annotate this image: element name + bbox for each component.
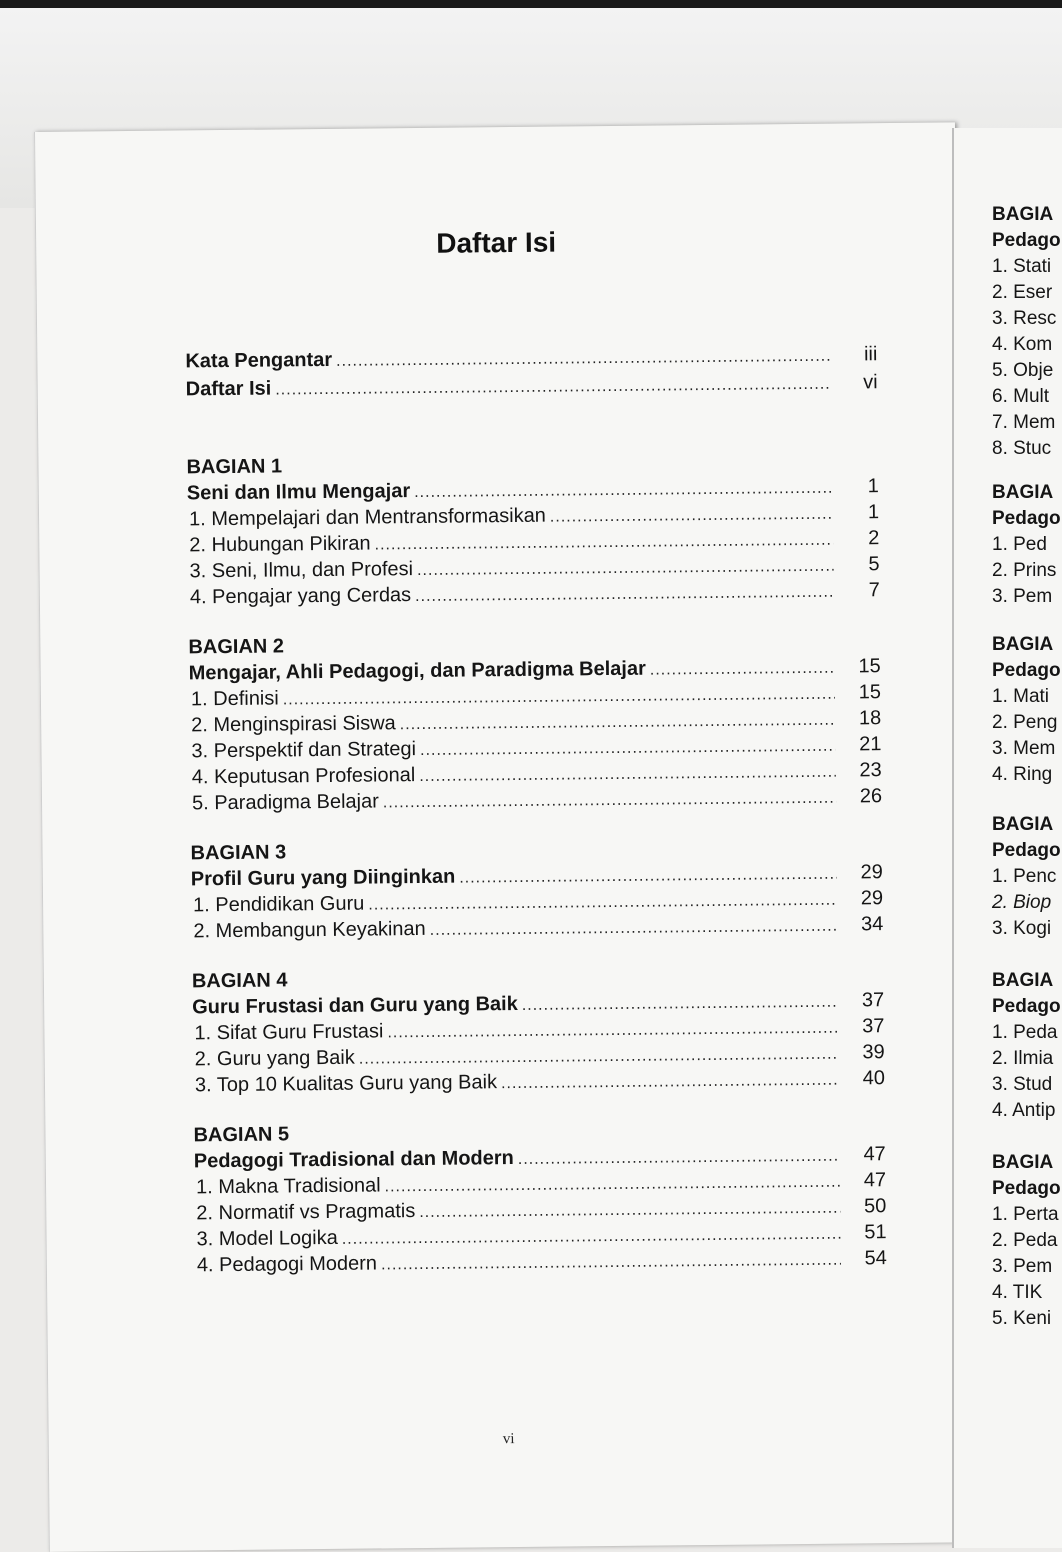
- fragment-text: 2. Peda: [992, 1230, 1058, 1251]
- fragment-text: Pedago: [992, 230, 1061, 251]
- fragment-text: Pedago: [992, 996, 1061, 1017]
- toc-item-label: 1. Sifat Guru Frustasi: [194, 1020, 384, 1045]
- leader-dots: [459, 866, 837, 888]
- leader-dots: [415, 584, 834, 606]
- leader-dots: [342, 1226, 841, 1249]
- toc-item-page: 51: [864, 1221, 887, 1244]
- leader-dots: [336, 348, 831, 371]
- fragment-text: 2. Biop: [992, 892, 1052, 913]
- fragment-text: BAGIA: [992, 482, 1054, 503]
- fragment-text: 3. Pem: [992, 586, 1053, 607]
- leader-dots: [387, 1020, 838, 1043]
- leader-dots: [400, 712, 836, 735]
- section-title: Mengajar, Ahli Pedagogi, dan Paradigma Belajar: [188, 657, 646, 685]
- fragment-text: 8. Stuc: [992, 438, 1052, 459]
- section-page: 29: [860, 861, 883, 884]
- fragment-text: 1. Ped: [992, 534, 1047, 555]
- fragment-text: 1. Peda: [992, 1022, 1058, 1043]
- toc-entry-front: [186, 371, 878, 404]
- toc-item-label: 5. Paradigma Belajar: [191, 790, 379, 815]
- leader-dots: [419, 1200, 840, 1222]
- toc-item-page: 15: [858, 681, 882, 704]
- leader-dots: [650, 660, 835, 680]
- leader-dots: [501, 1072, 839, 1094]
- toc-item-label: 2. Guru yang Baik: [194, 1046, 355, 1071]
- section-page: 15: [858, 655, 881, 678]
- page-number: vi: [502, 1431, 515, 1448]
- fragment-text: 3. Kogi: [992, 918, 1052, 939]
- next-page-cropped: [952, 128, 1062, 1548]
- toc-item-page: 37: [862, 1015, 885, 1038]
- toc-item-page: 5: [868, 553, 880, 576]
- leader-dots: [283, 686, 835, 710]
- toc-item-label: 3. Seni, Ilmu, dan Profesi: [189, 558, 414, 583]
- toc-item-label: 2. Normatif vs Pragmatis: [196, 1200, 416, 1225]
- fragment-text: Pedago: [992, 840, 1061, 861]
- fragment-text: 1. Penc: [992, 866, 1057, 887]
- fragment-text: Pedago: [992, 1178, 1061, 1199]
- toc-item-label: 3. Model Logika: [196, 1226, 338, 1251]
- fragment-text: 3. Pem: [992, 1256, 1053, 1277]
- toc-item-page: 23: [859, 759, 882, 782]
- section-heading: BAGIAN 3: [190, 841, 287, 865]
- fragment-text: 3. Resc: [992, 308, 1057, 329]
- toc-item-label: 3. Top 10 Kualitas Guru yang Baik: [194, 1071, 498, 1097]
- fragment-text: Pedago: [992, 660, 1061, 681]
- toc-item-label: 3. Perspektif dan Strategi: [191, 738, 417, 763]
- fragment-text: 6. Mult: [992, 386, 1050, 407]
- fragment-text: BAGIA: [992, 1152, 1054, 1173]
- leader-dots: [275, 376, 832, 400]
- section-heading: BAGIAN 1: [186, 455, 283, 479]
- toc-item-page: 40: [862, 1067, 886, 1090]
- scan-top-edge: [0, 0, 1062, 8]
- toc-item-label: 1. Makna Tradisional: [195, 1174, 381, 1199]
- fragment-text: 3. Mem: [992, 738, 1056, 759]
- leader-dots: [430, 918, 838, 940]
- leader-dots: [420, 738, 836, 760]
- toc-item-page: 47: [863, 1169, 887, 1192]
- leader-dots: [522, 994, 839, 1015]
- leader-dots: [381, 1252, 841, 1275]
- toc-item-page: 39: [862, 1041, 885, 1064]
- leader-dots: [359, 1046, 839, 1069]
- toc-item-label: 1. Pendidikan Guru: [192, 892, 365, 917]
- fragment-text: 5. Keni: [992, 1308, 1052, 1329]
- fragment-text: BAGIA: [992, 814, 1054, 835]
- toc-item-page: 54: [864, 1247, 887, 1270]
- fragment-text: 3. Stud: [992, 1074, 1053, 1095]
- section-title: Pedagogi Tradisional dan Modern: [193, 1147, 514, 1173]
- section-title: Guru Frustasi dan Guru yang Baik: [192, 992, 518, 1019]
- leader-dots: [419, 764, 836, 786]
- section-heading: BAGIAN 2: [188, 635, 285, 659]
- leader-dots: [374, 532, 833, 555]
- fragment-text: 4. Antip: [992, 1100, 1056, 1121]
- fragment-text: 2. Peng: [992, 712, 1058, 733]
- leader-dots: [385, 1174, 841, 1197]
- toc-item-label: 2. Menginspirasi Siswa: [191, 712, 396, 737]
- toc-item-label: 1. Definisi: [190, 687, 279, 711]
- fragment-text: 2. Ilmia: [992, 1048, 1054, 1069]
- leader-dots: [414, 480, 833, 502]
- fragment-text: 4. Kom: [992, 334, 1053, 355]
- fragment-text: 7. Mem: [992, 412, 1056, 433]
- leader-dots: [550, 506, 833, 527]
- toc-item-page: 18: [858, 707, 882, 730]
- section-heading: BAGIAN 4: [191, 969, 288, 993]
- fragment-text: 4. TIK: [992, 1282, 1043, 1303]
- fragment-text: 1. Perta: [992, 1204, 1059, 1225]
- leader-dots: [518, 1148, 840, 1169]
- toc-item-page: 50: [863, 1195, 887, 1218]
- fragment-text: 5. Obje: [992, 360, 1054, 381]
- section-title: Profil Guru yang Diinginkan: [190, 865, 456, 891]
- fragment-text: 1. Stati: [992, 256, 1052, 277]
- toc-item-label: 4. Keputusan Profesional: [191, 764, 416, 789]
- leader-dots: [368, 892, 837, 915]
- section-heading: BAGIAN 5: [193, 1123, 290, 1147]
- page-title: Daftar Isi: [436, 226, 557, 259]
- fragment-text: BAGIA: [992, 634, 1054, 655]
- fragment-text: 4. Ring: [992, 764, 1053, 785]
- toc-entry-page: vi: [863, 371, 878, 394]
- toc-item-page: 7: [868, 579, 880, 602]
- toc-item-page: 1: [867, 501, 880, 524]
- toc-item-page: 2: [868, 527, 880, 550]
- section-page: 37: [861, 989, 885, 1012]
- section-title: Seni dan Ilmu Mengajar: [186, 480, 411, 505]
- toc-entry-page: iii: [863, 343, 878, 366]
- toc-item-label: 2. Membangun Keyakinan: [193, 917, 426, 943]
- toc-item-page: 29: [860, 887, 884, 910]
- toc-item-page: 26: [859, 785, 883, 808]
- section-page: 1: [867, 475, 879, 498]
- fragment-text: Pedago: [992, 508, 1061, 529]
- toc-item-label: 2. Hubungan Pikiran: [189, 532, 371, 557]
- fragment-text: 1. Mati: [992, 686, 1050, 707]
- fragment-text: BAGIA: [992, 970, 1054, 991]
- fragment-text: 2. Eser: [992, 282, 1053, 303]
- toc-entry-label: Kata Pengantar: [185, 348, 333, 373]
- section-page: 47: [863, 1143, 886, 1166]
- book-page-toc: [34, 122, 970, 1552]
- fragment-text: 2. Prins: [992, 560, 1057, 581]
- toc-entry-label: Daftar Isi: [185, 377, 272, 401]
- toc-item-page: 21: [859, 733, 882, 756]
- toc-item-label: 4. Pengajar yang Cerdas: [189, 584, 412, 609]
- toc-item-label: 4. Pedagogi Modern: [196, 1252, 378, 1277]
- fragment-text: BAGIA: [992, 204, 1054, 225]
- leader-dots: [417, 558, 834, 580]
- leader-dots: [383, 790, 836, 813]
- toc-item-page: 34: [860, 913, 884, 936]
- toc-item-label: 1. Mempelajari dan Mentransformasikan: [188, 504, 546, 531]
